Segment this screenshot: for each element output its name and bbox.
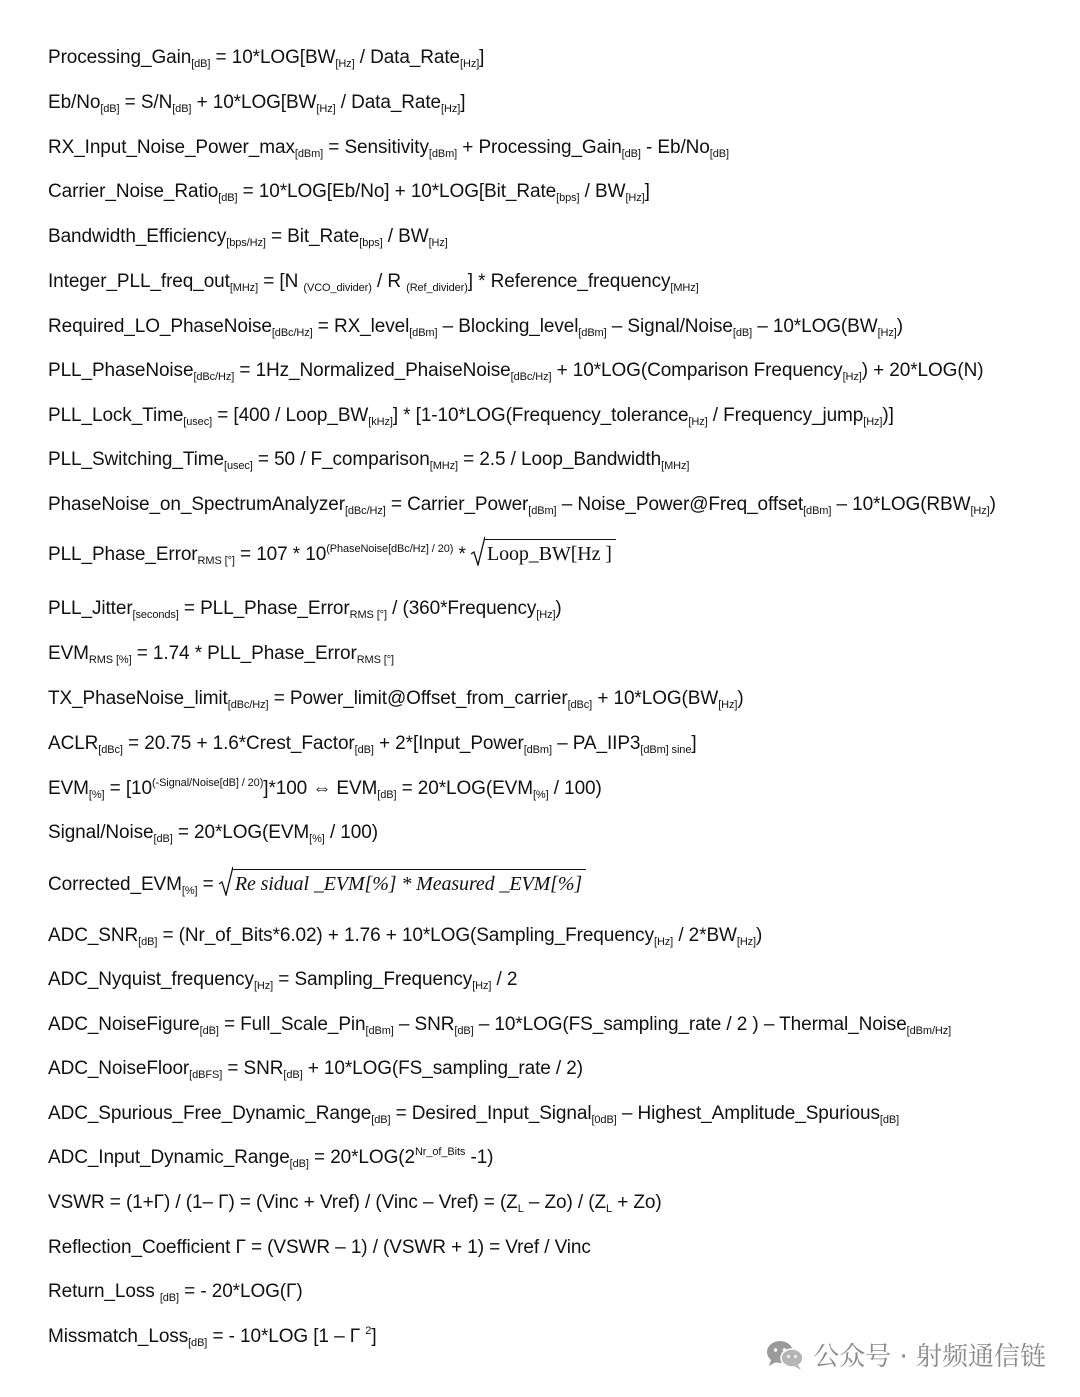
formula-text: + Processing_Gain (457, 137, 622, 158)
formula-text: = SNR (222, 1058, 284, 1079)
formula-text: Processing_Gain (48, 47, 192, 68)
formula-line (48, 270, 699, 294)
formula-text: TX_PhaseNoise_limit (48, 688, 228, 709)
formula-subscript: [%] (532, 789, 549, 801)
formula-text: = - 10*LOG [1 – Γ (207, 1326, 366, 1347)
formula-subscript: [Hz] (460, 58, 480, 70)
formula-text: ) (896, 316, 903, 337)
formula-text: / Data_Rate (354, 47, 461, 68)
formula-text: = 1.74 * PLL_Phase_Error (131, 643, 357, 664)
formula-subscript: [Hz] (536, 609, 556, 621)
formula-text: ] (691, 733, 697, 754)
formula-text: = 10*LOG[Eb/No] + 10*LOG[Bit_Rate (237, 181, 557, 202)
formula-text: / Data_Rate (335, 92, 442, 113)
formula-text: Signal/Noise (48, 822, 154, 843)
formula-text: Corrected_EVM (48, 874, 182, 896)
formula-line (48, 732, 697, 756)
formula-subscript: RMS [%] (88, 654, 132, 666)
formula-line (48, 870, 586, 900)
formula-line (48, 1236, 591, 1260)
formula-text: = Desired_Input_Signal (390, 1103, 592, 1124)
formula-text: – PA_IIP3 (551, 733, 641, 754)
formula-subscript: [dB] (377, 789, 397, 801)
formula-text: PLL_Phase_Error (48, 544, 198, 566)
formula-text: / BW (579, 181, 626, 202)
formula-subscript: [dB] (100, 103, 120, 115)
formula-text: = PLL_Phase_Error (178, 598, 350, 619)
formula-text: = 1Hz_Normalized_PhaiseNoise (234, 360, 511, 381)
formula-subscript: [dB] (732, 327, 753, 339)
formula-subscript: [dBm] (578, 327, 607, 339)
formula-text: – Zo) / (Z (523, 1192, 607, 1213)
formula-subscript: [dB] (159, 1292, 179, 1304)
formula-text: / BW (382, 226, 429, 247)
formula-subscript: [dB] (371, 1114, 391, 1126)
radical-sign-icon (471, 536, 485, 566)
formula-text: – 10*LOG(FS_sampling_rate / 2 ) – Thermal_Noise (473, 1014, 907, 1035)
sqrt-expression (219, 866, 586, 896)
formula-text: / 100) (548, 778, 602, 799)
formula-text: Missmatch_Loss (48, 1326, 189, 1347)
formula-text: )] (882, 405, 894, 426)
formula-text: + 10*LOG(Comparison Frequency (551, 360, 843, 381)
formula-subscript: [dB] (709, 148, 729, 160)
sqrt-radicand: Loop_BW[Hz ] (485, 539, 616, 566)
formula-line (48, 180, 650, 204)
formula-subscript: RMS [°] (356, 654, 395, 666)
formula-subscript: [dB] (879, 1114, 900, 1126)
formula-text: ACLR (48, 733, 99, 754)
formula-text: = 107 * 10 (234, 544, 327, 566)
formula-text: ADC_Input_Dynamic_Range (48, 1147, 290, 1168)
formula-text: PLL_Switching_Time (48, 449, 224, 470)
formula-subscript: [Hz] (688, 416, 708, 428)
formula-subscript: [Hz] (736, 936, 757, 948)
formula-line (48, 359, 983, 383)
formula-text: Carrier_Noise_Ratio (48, 181, 219, 202)
formula-subscript: L (606, 1203, 613, 1215)
formula-text: / R (371, 271, 407, 292)
formula-subscript: [%] (309, 833, 325, 845)
formula-subscript: [dBc/Hz] (227, 699, 269, 711)
formula-line (48, 1280, 303, 1304)
formula-text: = Power_limit@Offset_from_carrier (268, 688, 568, 709)
formula-text: = 20*LOG(EVM (396, 778, 533, 799)
formula-text: – SNR (393, 1014, 455, 1035)
formula-line (48, 687, 744, 711)
formula-text: = Bit_Rate (265, 226, 360, 247)
formula-line (48, 225, 448, 249)
formula-line (48, 315, 903, 339)
formula-line (48, 1146, 493, 1170)
formula-subscript: [Hz] (863, 416, 883, 428)
formula-subscript: [MHz] (229, 282, 259, 294)
formula-text: – Noise_Power@Freq_offset (556, 494, 804, 515)
formula-line (48, 1102, 899, 1126)
formula-text: = (197, 874, 219, 896)
formula-subscript: [dBm] (409, 327, 438, 339)
formula-subscript: [dB] (218, 192, 238, 204)
formula-text: EVM (48, 778, 89, 799)
formula-text: ADC_NoiseFloor (48, 1058, 190, 1079)
formula-text: = (Nr_of_Bits*6.02) + 1.76 + 10*LOG(Sampling_Frequency (157, 925, 654, 946)
formula-line (48, 777, 602, 801)
formula-text: ) (756, 925, 763, 946)
formula-text: Return_Loss (48, 1281, 160, 1302)
formula-text: = S/N (119, 92, 173, 113)
formula-subscript: [dB] (199, 1025, 219, 1037)
formula-subscript: [Hz] (842, 371, 862, 383)
formula-text: ] (479, 47, 485, 68)
formula-text: VSWR = (1+Γ) / (1– Γ) = (Vinc + Vref) / (Vinc – Vref) = (Z (48, 1192, 518, 1213)
formula-line (48, 924, 762, 948)
formula-text: ]*100 ⇔ EVM (263, 778, 378, 799)
formula-subscript: [0dB] (591, 1114, 617, 1126)
formula-subscript: [dBm] (428, 148, 458, 160)
formula-subscript: [bps/Hz] (226, 237, 266, 249)
formula-subscript: [dBc/Hz] (271, 327, 313, 339)
formula-subscript: [dB] (138, 936, 158, 948)
formula-subscript: (Ref_divider) (406, 282, 468, 294)
formula-text: = 20.75 + 1.6*Crest_Factor (122, 733, 355, 754)
formula-text: = 20*LOG(EVM (172, 822, 310, 843)
formula-text: = 50 / F_comparison (252, 449, 430, 470)
formula-text: EVM (48, 643, 89, 664)
formula-line (48, 448, 689, 472)
sqrt-expression (471, 536, 616, 566)
formula-text: / 2*BW (673, 925, 737, 946)
formula-text: = 2.5 / Loop_Bandwidth (457, 449, 662, 470)
formula-subscript: (VCO_divider) (303, 282, 372, 294)
radical-sign-icon (219, 866, 233, 896)
formula-text: * (453, 544, 471, 566)
formula-line (48, 1057, 583, 1081)
formula-line (48, 46, 484, 70)
formula-text: ADC_Spurious_Free_Dynamic_Range (48, 1103, 372, 1124)
formula-subscript: [Hz] (472, 980, 492, 992)
formula-text: = [400 / Loop_BW (212, 405, 369, 426)
formula-text: PLL_PhaseNoise (48, 360, 194, 381)
formula-subscript: [dBFS] (189, 1069, 223, 1081)
formula-superscript: Nr_of_Bits (414, 1146, 466, 1158)
formula-subscript: [seconds] (132, 609, 179, 621)
formula-subscript: [dB] (191, 58, 211, 70)
formula-line (48, 540, 616, 570)
formula-text: ADC_Nyquist_frequency (48, 969, 254, 990)
formula-subscript: [MHz] (429, 460, 458, 472)
formula-line (48, 1325, 377, 1349)
formula-text: ] * [1-10*LOG(Frequency_tolerance (392, 405, 689, 426)
formula-line (48, 968, 517, 992)
formula-text: + 2*[Input_Power (373, 733, 524, 754)
formula-subscript: [dBc/Hz] (193, 371, 235, 383)
sqrt-radicand: Re sidual _EVM[%] * Measured _EVM[%] (233, 869, 586, 896)
formula-subscript: [dBm] (803, 505, 832, 517)
formula-line (48, 91, 465, 115)
formula-line (48, 404, 894, 428)
formula-text: ] * Reference_frequency (467, 271, 671, 292)
formula-subscript: [Hz] (625, 192, 645, 204)
formula-text: ] (371, 1326, 377, 1347)
formula-text: / 2 (491, 969, 518, 990)
formula-line (48, 493, 996, 517)
formula-text: = 10*LOG[BW (210, 47, 336, 68)
formula-subscript: [dBm] (365, 1025, 394, 1037)
formula-subscript: [Hz] (441, 103, 461, 115)
formula-subscript: [dB] (354, 744, 374, 756)
formula-superscript: (-Signal/Noise[dB] / 20) (151, 777, 264, 789)
formula-subscript: [dBc] (98, 744, 123, 756)
formula-text: ) (989, 494, 996, 515)
formula-text: = RX_level (312, 316, 410, 337)
formula-subscript: [Hz] (428, 237, 448, 249)
formula-subscript: [dBm] sine (640, 744, 692, 756)
formula-line (48, 1191, 662, 1215)
formula-subscript: [Hz] (970, 505, 990, 517)
formula-subscript: [Hz] (253, 980, 274, 992)
formula-subscript: RMS [°] (349, 609, 387, 621)
formula-subscript: [kHz] (368, 416, 393, 428)
formula-text: – 10*LOG(BW (752, 316, 878, 337)
formula-subscript: [MHz] (670, 282, 699, 294)
formula-text: / (360*Frequency (386, 598, 537, 619)
formula-text: / 100) (324, 822, 378, 843)
formula-text: ] (460, 92, 466, 113)
formula-subscript: [Hz] (877, 327, 897, 339)
formula-text: – Signal/Noise (606, 316, 733, 337)
formula-subscript: [usec] (183, 416, 213, 428)
formula-subscript: [dBm] (528, 505, 557, 517)
formula-line (48, 1013, 951, 1037)
formula-text: Eb/No (48, 92, 101, 113)
formula-subscript: [dBm] (294, 148, 324, 160)
formula-text: -1) (465, 1147, 494, 1168)
formula-text: ADC_NoiseFigure (48, 1014, 200, 1035)
formula-subscript: [Hz] (335, 58, 355, 70)
formula-text: ] (644, 181, 650, 202)
formula-subscript: [dB] (454, 1025, 474, 1037)
formula-text: + 10*LOG(BW (592, 688, 719, 709)
formula-subscript: [Hz] (316, 103, 336, 115)
formula-subscript: [usec] (223, 460, 253, 472)
formula-text: + 10*LOG[BW (191, 92, 317, 113)
formula-superscript: (PhaseNoise[dBc/Hz] / 20) (326, 543, 454, 556)
formula-text: ) (555, 598, 562, 619)
formula-subscript: [dB] (621, 148, 641, 160)
formula-text: ADC_SNR (48, 925, 139, 946)
wechat-icon (765, 1339, 805, 1371)
formula-subscript: [dBm] (523, 744, 552, 756)
formula-text: PhaseNoise_on_SpectrumAnalyzer (48, 494, 345, 515)
formula-subscript: [dB] (153, 833, 173, 845)
formula-subscript: [bps] (359, 237, 383, 249)
formula-text: – 10*LOG(RBW (831, 494, 971, 515)
formula-text: - Eb/No (640, 137, 710, 158)
formula-subscript: [dB] (172, 103, 192, 115)
formula-subscript: [dB] (289, 1158, 309, 1170)
formula-text: = Carrier_Power (385, 494, 529, 515)
formula-text: Required_LO_PhaseNoise (48, 316, 272, 337)
formula-text: = Sampling_Frequency (273, 969, 473, 990)
formula-text: – Blocking_level (437, 316, 579, 337)
formula-text: = Sensitivity (323, 137, 429, 158)
formula-text: PLL_Jitter (48, 598, 133, 619)
formula-subscript: RMS [°] (197, 555, 235, 568)
formula-text: Bandwidth_Efficiency (48, 226, 227, 247)
formula-subscript: [dBc/Hz] (344, 505, 386, 517)
formula-text: PLL_Lock_Time (48, 405, 184, 426)
formula-subscript: [%] (88, 789, 105, 801)
formula-text: – Highest_Amplitude_Spurious (616, 1103, 880, 1124)
formula-subscript: [bps] (556, 192, 580, 204)
formula-subscript: [MHz] (661, 460, 690, 472)
formula-text: / Frequency_jump (707, 405, 864, 426)
formula-subscript: [Hz] (718, 699, 738, 711)
formula-subscript: [%] (181, 885, 198, 898)
formula-subscript: [dBc] (567, 699, 593, 711)
formula-text: = [N (258, 271, 304, 292)
formula-text: = Full_Scale_Pin (218, 1014, 366, 1035)
formula-superscript: 2 (365, 1325, 372, 1337)
formula-line (48, 597, 562, 621)
formula-subscript: [dB] (188, 1337, 208, 1349)
formula-text: ) + 20*LOG(N) (861, 360, 984, 381)
formula-subscript: [Hz] (653, 936, 674, 948)
formula-text: = [10 (104, 778, 152, 799)
formula-text: Integer_PLL_freq_out (48, 271, 230, 292)
formula-subscript: L (517, 1203, 524, 1215)
formula-text: ) (737, 688, 744, 709)
watermark-text: 公众号 · 射频通信链 (813, 1342, 1046, 1372)
formula-line (48, 136, 729, 160)
formula-text: RX_Input_Noise_Power_max (48, 137, 295, 158)
formula-text: + 10*LOG(FS_sampling_rate / 2) (302, 1058, 583, 1079)
formula-subscript: [dBm/Hz] (906, 1025, 952, 1037)
formula-line (48, 821, 378, 845)
formula-text: = 20*LOG(2 (308, 1147, 415, 1168)
formula-subscript: [dB] (283, 1069, 303, 1081)
formula-text: = - 20*LOG(Γ) (178, 1281, 303, 1302)
formula-text: Reflection_Coefficient Γ = (VSWR – 1) / (VSWR + 1) = Vref / Vinc (48, 1237, 591, 1258)
formula-text: + Zo) (612, 1192, 662, 1213)
formula-subscript: [dBc/Hz] (510, 371, 552, 383)
formula-line (48, 642, 394, 666)
watermark (765, 1336, 1046, 1373)
